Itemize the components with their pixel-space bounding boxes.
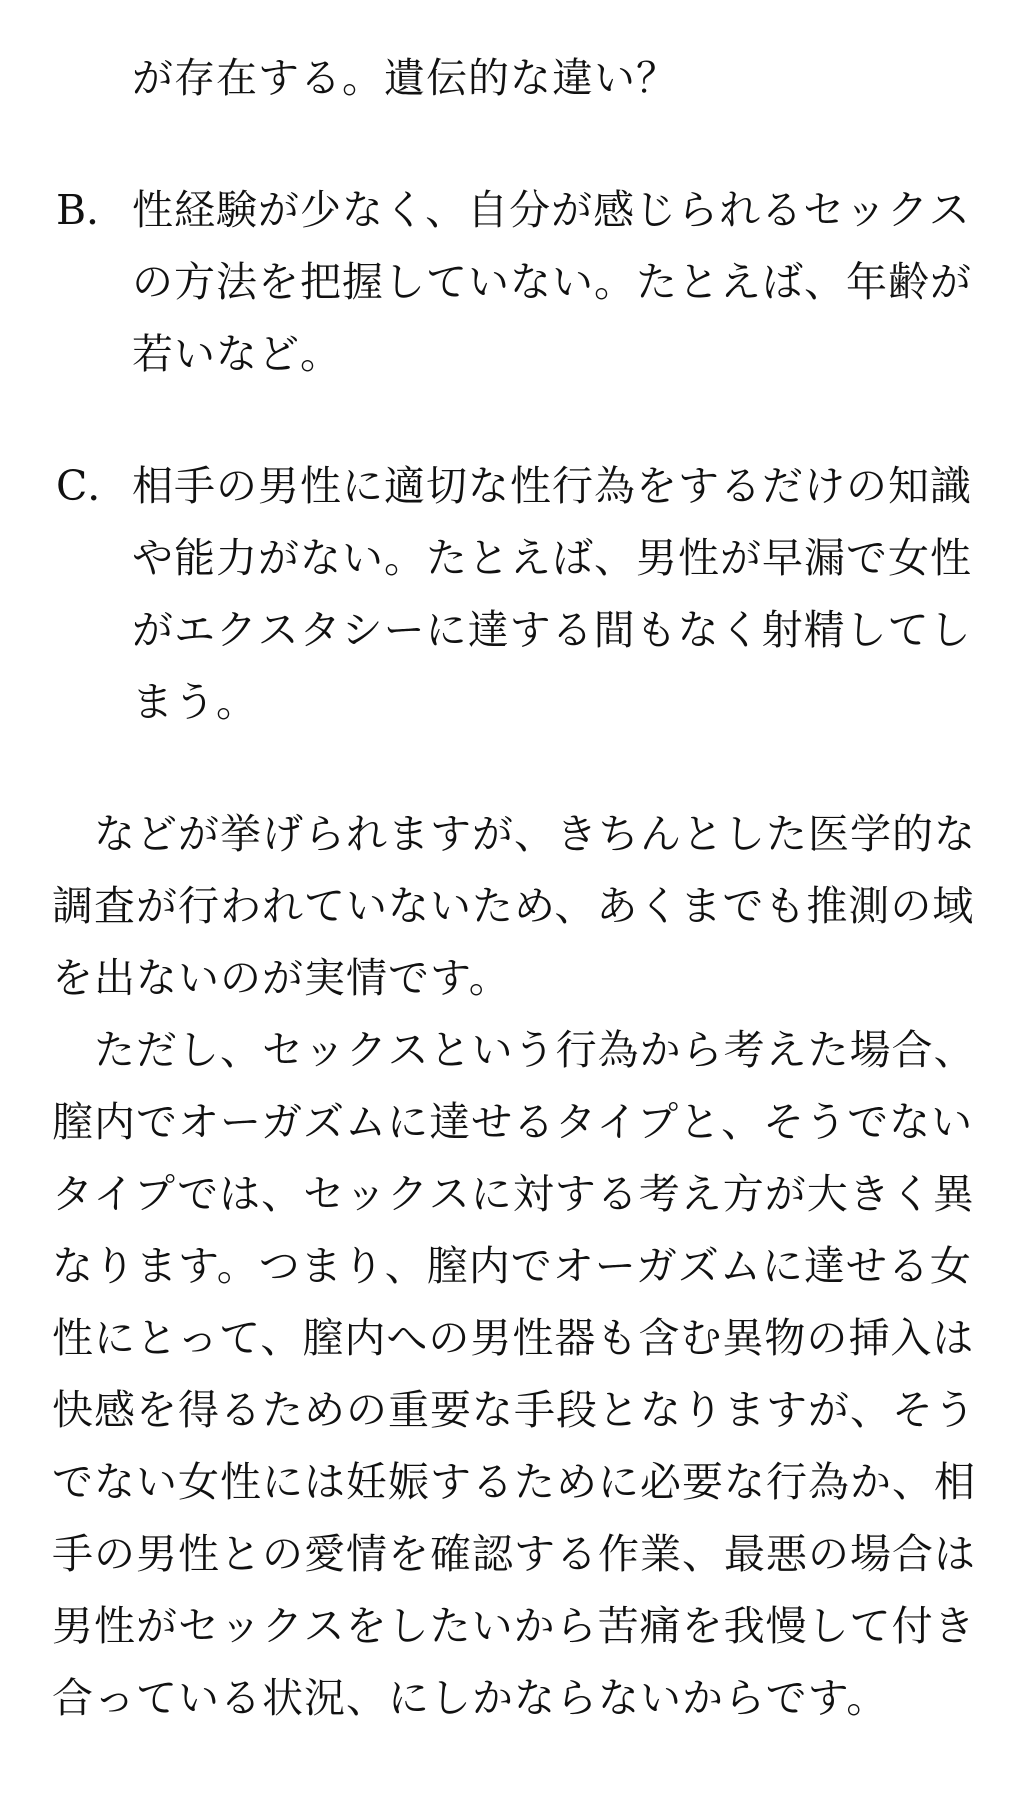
paragraph-line: ただし、セックスという行為から考えた場合、 bbox=[52, 1026, 976, 1074]
list-marker-c: C． bbox=[56, 462, 129, 510]
paragraph-line: 性にとって、膣内への男性器も含む異物の挿入は bbox=[52, 1314, 975, 1362]
paragraph-line: 合っている状況、にしかならないからです。 bbox=[52, 1674, 889, 1722]
paragraph-line: 調査が行われていないため、あくまでも推測の域 bbox=[52, 882, 975, 930]
list-item-line: や能力がない。たとえば、男性が早漏で女性 bbox=[132, 534, 972, 582]
list-item-line: 性経験が少なく、自分が感じられるセックス bbox=[132, 186, 971, 234]
list-item-line: の方法を把握していない。たとえば、年齢が bbox=[132, 258, 972, 306]
list-item-line: 若いなど。 bbox=[132, 330, 342, 378]
list-item-line: まう。 bbox=[132, 678, 258, 726]
paragraph-line: を出ないのが実情です。 bbox=[52, 954, 511, 1002]
paragraph-line: 男性がセックスをしたいから苦痛を我慢して付き bbox=[52, 1602, 976, 1650]
paragraph-line: などが挙げられますが、きちんとした医学的な bbox=[52, 810, 976, 858]
paragraph-line: なります。つまり、膣内でオーガズムに達せる女 bbox=[52, 1242, 972, 1290]
paragraph-line: 快感を得るための重要な手段となりますが、そう bbox=[52, 1386, 976, 1434]
paragraph-line: 膣内でオーガズムに達せるタイプと、そうでない bbox=[52, 1098, 974, 1146]
list-item-line: 相手の男性に適切な性行為をするだけの知識 bbox=[132, 462, 972, 510]
list-item-continuation-line: が存在する。遺伝的な違い？ bbox=[132, 54, 678, 102]
list-item-line: がエクスタシーに達する間もなく射精してし bbox=[132, 606, 972, 654]
list-marker-b: B． bbox=[56, 186, 128, 234]
paragraph-line: タイプでは、セックスに対する考え方が大きく異 bbox=[52, 1170, 975, 1218]
paragraph-line: でない女性には妊娠するために必要な行為か、相 bbox=[52, 1458, 976, 1506]
paragraph-line: 手の男性との愛情を確認する作業、最悪の場合は bbox=[52, 1530, 976, 1578]
